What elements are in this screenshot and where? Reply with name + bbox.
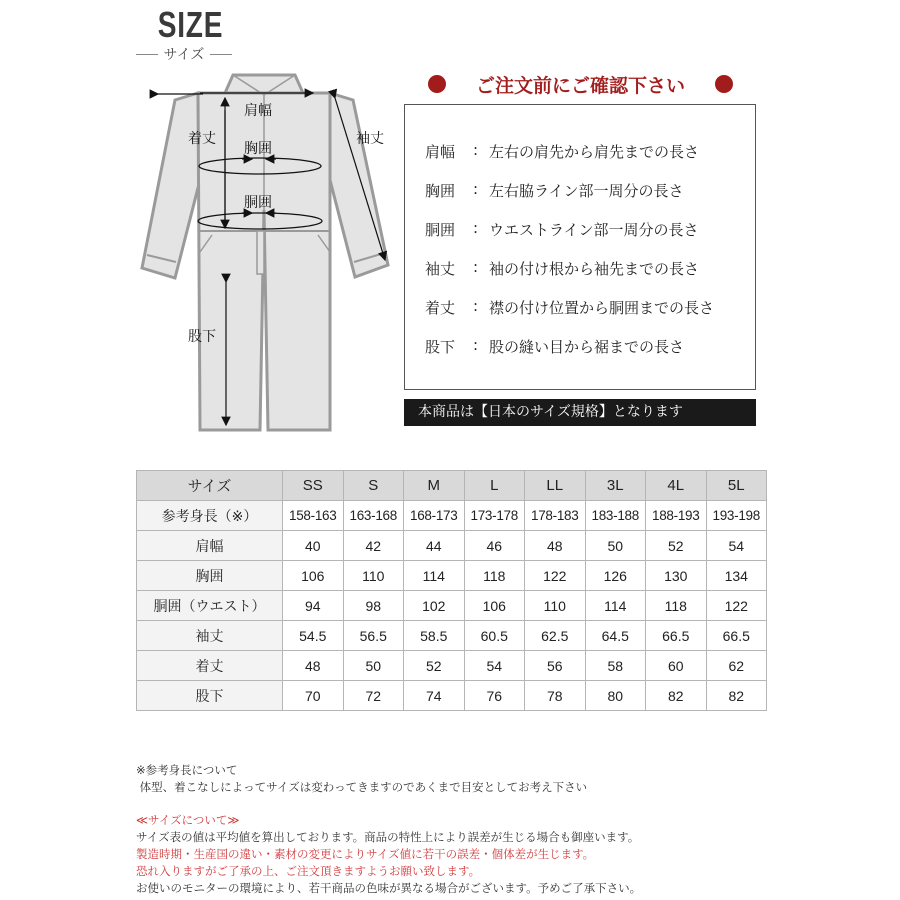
table-cell: 178-183 (525, 501, 586, 531)
table-cell: 130 (646, 561, 707, 591)
definition-row: 着丈 : 襟の付け位置から胴囲までの長さ (425, 297, 715, 317)
table-cell: 48 (525, 531, 586, 561)
definition-desc: 襟の付け位置から胴囲までの長さ (489, 299, 715, 317)
table-cell: 60.5 (464, 621, 525, 651)
table-cell: 114 (404, 561, 465, 591)
table-cell: 66.5 (706, 621, 767, 651)
table-cell: 168-173 (404, 501, 465, 531)
size-note-title: ≪サイズについて≫ (136, 813, 240, 827)
table-cell: 46 (464, 531, 525, 561)
size-header: L (464, 471, 525, 501)
table-row (137, 651, 767, 681)
size-note-line: サイズ表の値は平均値を算出しております。商品の特性上により誤差が生じる場合も御座います。 (136, 830, 640, 844)
definition-desc: 左右の肩先から肩先までの長さ (489, 143, 700, 161)
coverall-diagram (130, 70, 400, 440)
size-subtitle-text: サイズ (163, 47, 205, 63)
table-cell: 58 (585, 651, 646, 681)
chest-label: 胸囲 (244, 141, 272, 157)
height-note-title: ※参考身長について (136, 763, 238, 777)
definition-term: 胸囲 (425, 182, 456, 200)
table-cell: 54 (464, 651, 525, 681)
table-cell: 52 (404, 651, 465, 681)
table-cell: 118 (646, 591, 707, 621)
table-cell: 122 (706, 591, 767, 621)
table-cell: 74 (404, 681, 465, 711)
table-cell: 134 (706, 561, 767, 591)
size-header: SS (283, 471, 344, 501)
table-cell: 98 (343, 591, 404, 621)
table-cell: 48 (283, 651, 344, 681)
size-header: 4L (646, 471, 707, 501)
definition-desc: 袖の付け根から袖先までの長さ (489, 260, 700, 278)
definitions-box (404, 104, 756, 390)
table-cell: 158-163 (283, 501, 344, 531)
row-label: 肩幅 (137, 531, 283, 561)
table-cell: 183-188 (585, 501, 646, 531)
table-cell: 62 (706, 651, 767, 681)
table-cell: 110 (343, 561, 404, 591)
definition-row: 股下 : 股の縫い目から裾までの長さ (425, 336, 685, 356)
definition-desc: ウエストライン部一周分の長さ (489, 221, 699, 239)
size-table (136, 470, 767, 711)
size-note-line-red: 製造時期・生産国の違い・素材の変更によりサイズ値に若干の誤差・個体差が生じます。 (136, 847, 595, 861)
table-cell: 126 (585, 561, 646, 591)
definition-row: 胸囲 : 左右脇ライン部一周分の長さ (425, 180, 684, 200)
row-label: 参考身長（※） (137, 501, 283, 531)
table-cell: 42 (343, 531, 404, 561)
table-cell: 56.5 (343, 621, 404, 651)
size-header: 3L (585, 471, 646, 501)
red-dot-icon (428, 75, 446, 93)
table-cell: 58.5 (404, 621, 465, 651)
inseam-label: 股下 (188, 329, 216, 345)
table-cell: 64.5 (585, 621, 646, 651)
table-cell: 66.5 (646, 621, 707, 651)
table-cell: 188-193 (646, 501, 707, 531)
definition-term: 袖丈 (425, 260, 456, 278)
notice-heading (428, 70, 733, 98)
coverall-illustration-icon (130, 70, 400, 440)
table-cell: 52 (646, 531, 707, 561)
definition-term: 着丈 (425, 299, 456, 317)
table-cell: 193-198 (706, 501, 767, 531)
table-cell: 118 (464, 561, 525, 591)
definition-row: 肩幅 : 左右の肩先から肩先までの長さ (425, 141, 700, 161)
table-cell: 94 (283, 591, 344, 621)
size-subtitle (128, 44, 240, 64)
table-cell: 82 (706, 681, 767, 711)
table-cell: 54 (706, 531, 767, 561)
divider (136, 54, 158, 55)
table-corner: サイズ (137, 471, 283, 501)
table-cell: 70 (283, 681, 344, 711)
table-cell: 54.5 (283, 621, 344, 651)
table-cell: 102 (404, 591, 465, 621)
definition-term: 股下 (425, 338, 456, 356)
table-cell: 110 (525, 591, 586, 621)
table-cell: 122 (525, 561, 586, 591)
table-cell: 62.5 (525, 621, 586, 651)
table-row (137, 591, 767, 621)
table-row (137, 531, 767, 561)
size-note-line: お使いのモニターの環境により、若干商品の色味が異なる場合がございます。予めご了承下さい。 (136, 881, 642, 895)
sleeve-label: 袖丈 (356, 131, 384, 147)
row-label: 股下 (137, 681, 283, 711)
definition-desc: 股の縫い目から裾までの長さ (489, 338, 685, 356)
divider (210, 54, 232, 55)
notes-section (136, 762, 876, 897)
table-cell: 80 (585, 681, 646, 711)
table-cell: 76 (464, 681, 525, 711)
table-cell: 72 (343, 681, 404, 711)
row-label: 胴囲（ウエスト） (137, 591, 283, 621)
definition-row: 胴囲 : ウエストライン部一周分の長さ (425, 219, 699, 239)
table-cell: 106 (283, 561, 344, 591)
length-label: 着丈 (188, 131, 216, 147)
table-cell: 106 (464, 591, 525, 621)
definition-desc: 左右脇ライン部一周分の長さ (489, 182, 684, 200)
row-label: 袖丈 (137, 621, 283, 651)
table-header-row (137, 471, 767, 501)
row-label: 胸囲 (137, 561, 283, 591)
table-cell: 114 (585, 591, 646, 621)
definition-term: 胴囲 (425, 221, 456, 239)
row-label: 着丈 (137, 651, 283, 681)
table-cell: 44 (404, 531, 465, 561)
table-cell: 163-168 (343, 501, 404, 531)
table-cell: 40 (283, 531, 344, 561)
table-cell: 173-178 (464, 501, 525, 531)
table-row (137, 501, 767, 531)
size-header: M (404, 471, 465, 501)
definition-term: 肩幅 (425, 143, 456, 161)
table-cell: 50 (585, 531, 646, 561)
red-dot-icon (715, 75, 733, 93)
shoulder-label: 肩幅 (244, 103, 272, 119)
size-title: SIZE (157, 4, 224, 45)
table-cell: 50 (343, 651, 404, 681)
size-header: 5L (706, 471, 767, 501)
table-row (137, 621, 767, 651)
japan-size-banner: 本商品は【日本のサイズ規格】となります (404, 399, 756, 426)
table-cell: 56 (525, 651, 586, 681)
notice-heading-text: ご注文前にご確認下さい (475, 74, 685, 97)
size-header: S (343, 471, 404, 501)
size-header: LL (525, 471, 586, 501)
waist-label: 胴囲 (244, 195, 272, 211)
table-cell: 78 (525, 681, 586, 711)
size-note-line-red: 恐れ入りますがご了承の上、ご注文頂きますようお願い致します。 (136, 864, 481, 878)
table-row (137, 561, 767, 591)
table-cell: 82 (646, 681, 707, 711)
table-cell: 60 (646, 651, 707, 681)
table-row (137, 681, 767, 711)
definition-row: 袖丈 : 袖の付け根から袖先までの長さ (425, 258, 700, 278)
height-note-body: 体型、着こなしによってサイズは変わってきますのであくまで目安としてお考え下さい (136, 780, 588, 794)
